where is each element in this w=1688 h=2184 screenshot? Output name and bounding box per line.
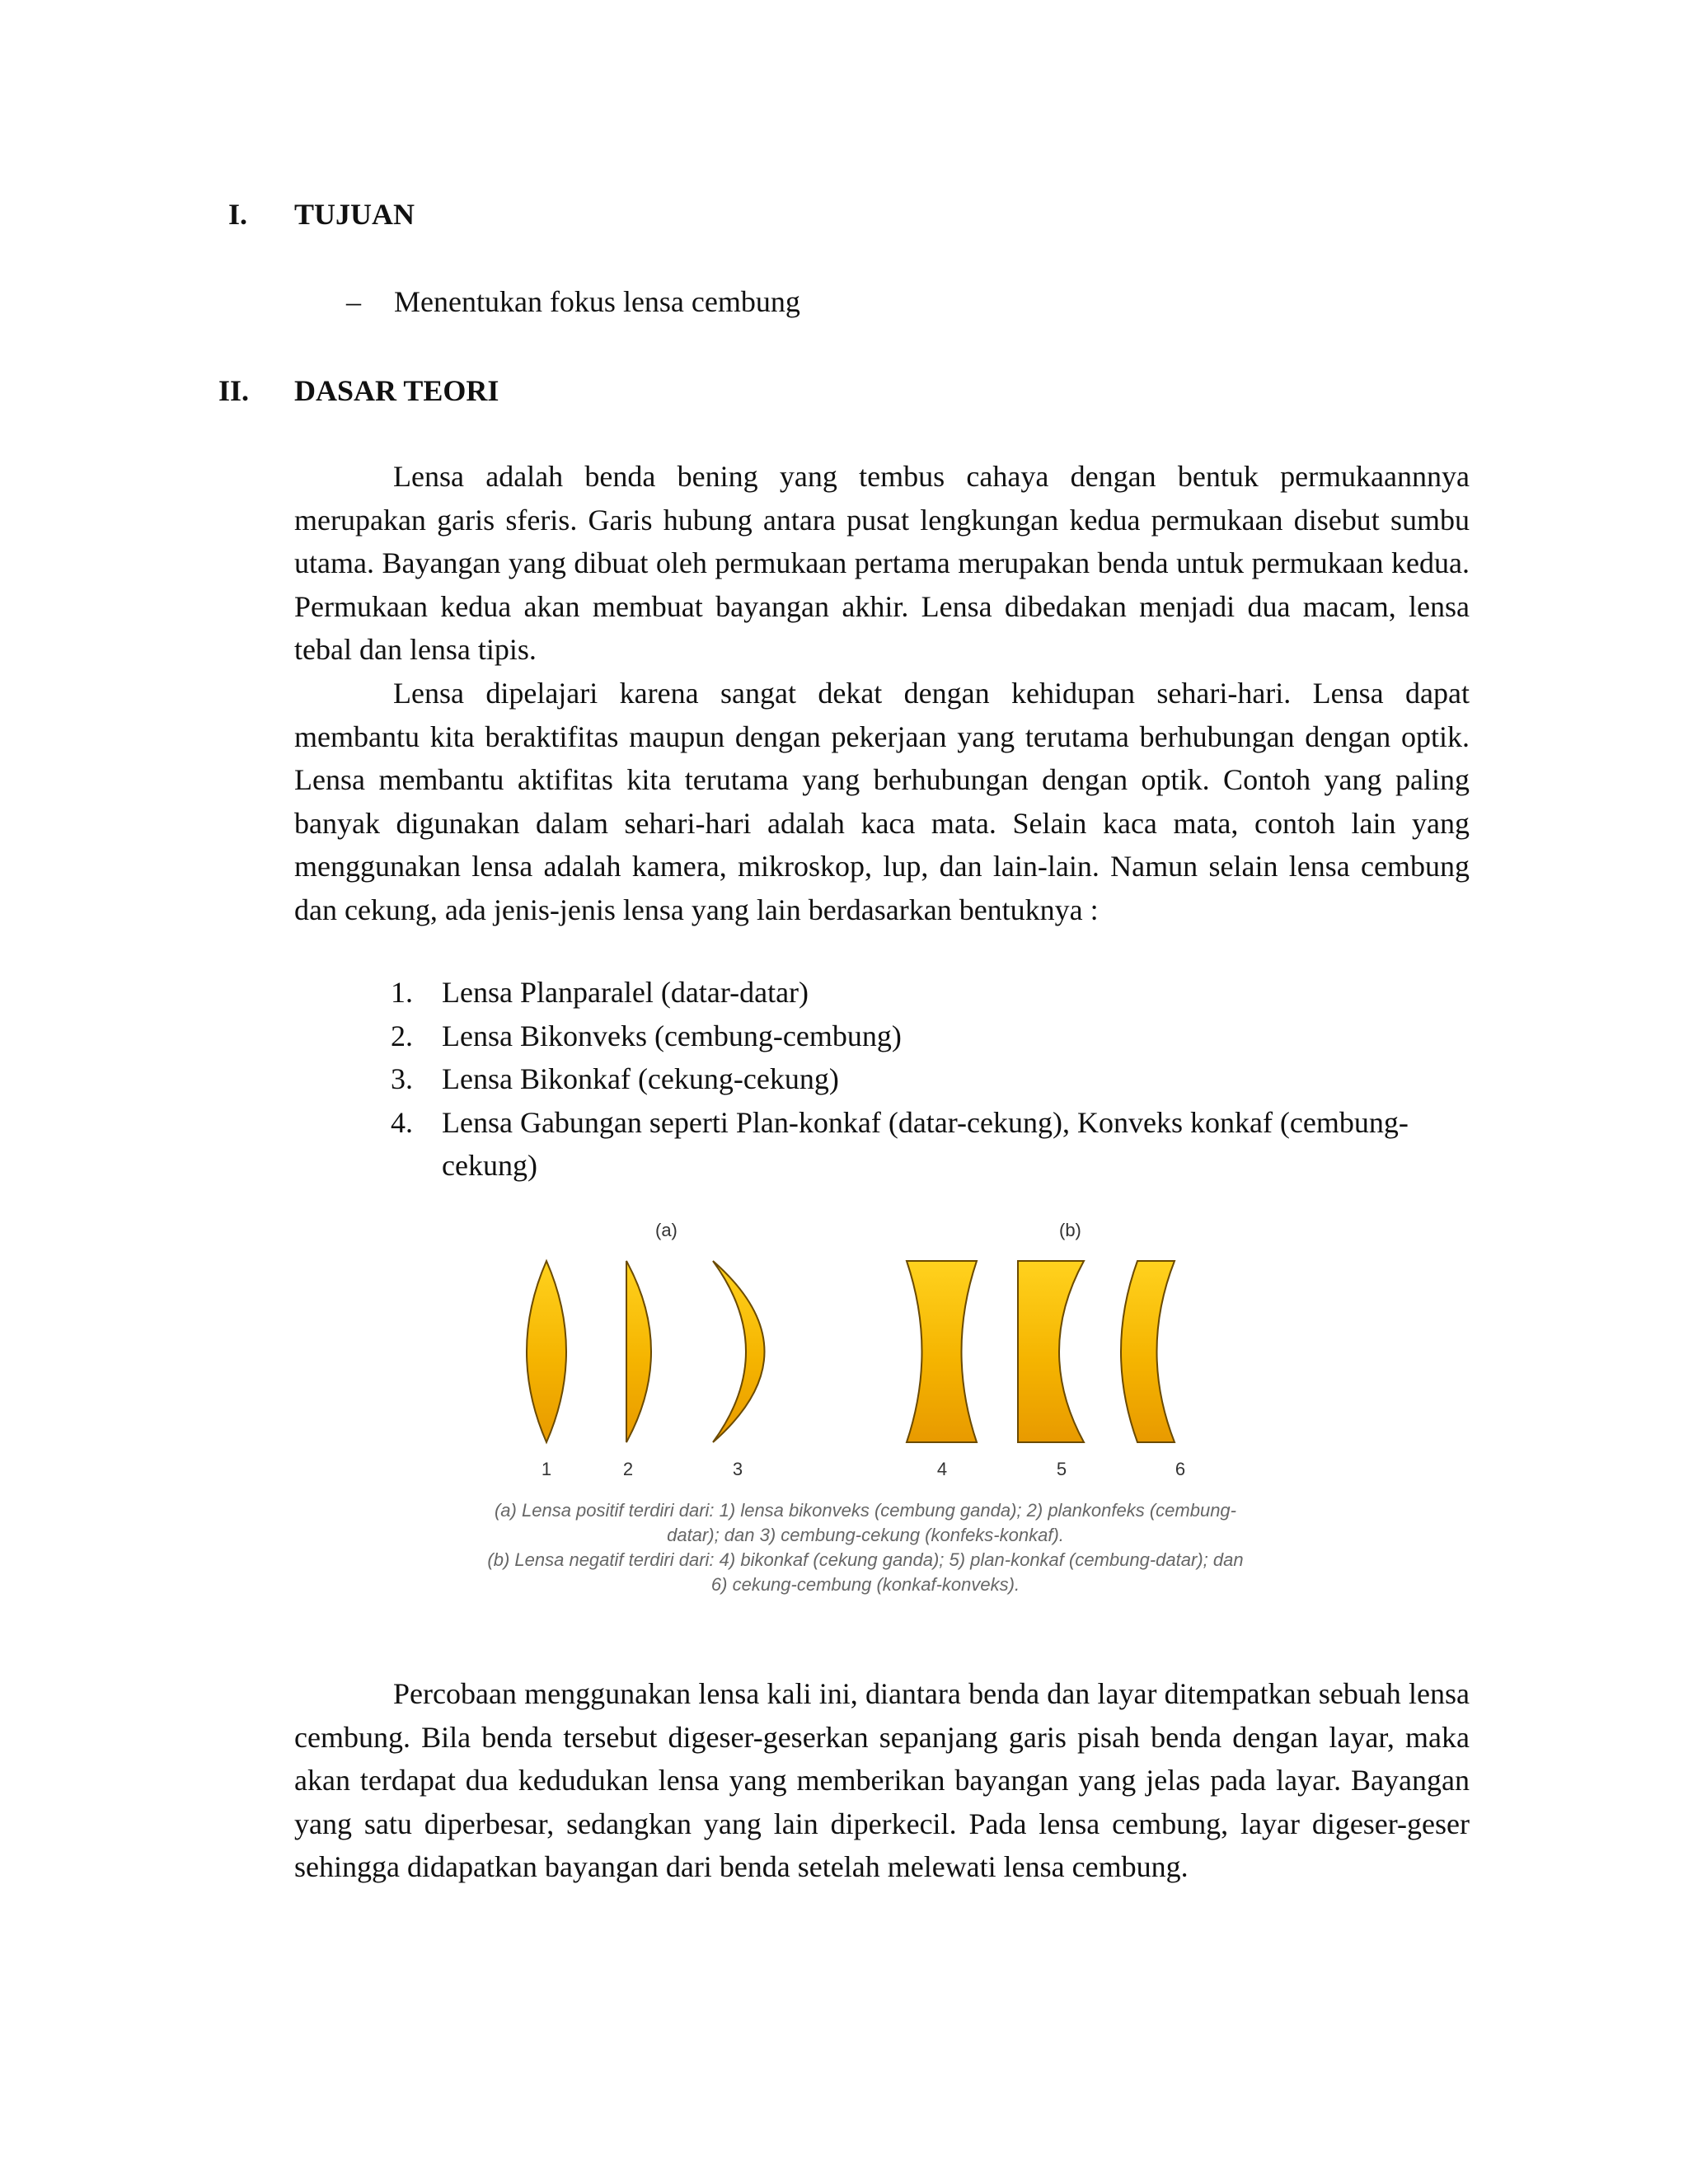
- list-item: 3. Lensa Bikonkaf (cekung-cekung): [391, 1062, 839, 1096]
- paragraph-3: Percobaan menggunakan lensa kali ini, diantara benda dan layar ditempatkan sebuah lensa cembung. Bila benda tersebut digeser-geserkan sepanjang garis pisah benda dengan layar, maka akan terdapat dua kedudukan lensa yang memberikan bayangan yang jelas pada layar. Bayangan yang satu diperbesar, sedangkan yang lain diperkecil. Pada lensa cembung, layar digeser-geser sehingga didapatkan bayangan dari benda setelah melewati lensa cembung.: [294, 1677, 1470, 1884]
- section-title: DASAR TEORI: [294, 374, 499, 407]
- section-number: II.: [218, 374, 250, 407]
- lens-number: 2: [622, 1459, 634, 1479]
- figure-caption: [429, 1498, 1302, 1597]
- tujuan-bullet: [346, 284, 800, 320]
- caption-line: datar); dan 3) cembung-cekung (konfeks-konkaf).: [667, 1525, 1064, 1545]
- lens-number: 1: [541, 1459, 552, 1479]
- bullet-dash: –: [346, 285, 361, 318]
- section-number: I.: [228, 198, 248, 231]
- lens-biconvex-shape: [527, 1261, 566, 1442]
- caption-line: (a) Lensa positif terdiri dari: 1) lensa bikonveks (cembung ganda); 2) plankonfeks (cembung-: [494, 1500, 1236, 1521]
- lens-number: 5: [1056, 1459, 1067, 1479]
- lens-number: 4: [936, 1459, 948, 1479]
- caption-line: (b) Lensa negatif terdiri dari: 4) bikonkaf (cekung ganda); 5) plan-konkaf (cembung-datar); dan: [487, 1549, 1244, 1570]
- lens-planoconvex-shape: [626, 1261, 651, 1442]
- lens-meniscus-concave-shape: [1121, 1261, 1175, 1442]
- lens-type-list: [391, 971, 1470, 1188]
- lens-number: 3: [732, 1459, 743, 1479]
- bullet-text: Menentukan fokus lensa cembung: [394, 285, 800, 318]
- group-label-a: (a): [655, 1220, 678, 1240]
- lens-diagram: [429, 1212, 1302, 1492]
- paragraph-1: Lensa adalah benda bening yang tembus cahaya dengan bentuk permukaannnya merupakan garis sferis. Garis hubung antara pusat lengkungan kedua permukaan disebut sumbu utama. Bayangan yang dibuat oleh permukaan pertama merupakan benda untuk permukaan kedua. Permukaan kedua akan membuat bayangan akhir. Lensa dibedakan menjadi dua macam, lensa tebal dan lensa tipis.: [294, 460, 1470, 667]
- group-label-b: (b): [1059, 1220, 1081, 1240]
- caption-line: 6) cekung-cembung (konkaf-konveks).: [710, 1574, 1020, 1595]
- lens-biconcave-shape: [907, 1261, 977, 1442]
- lens-number: 6: [1175, 1459, 1186, 1479]
- list-item: 1. Lensa Planparalel (datar-datar): [391, 976, 809, 1009]
- lens-meniscus-convex-shape: [713, 1261, 765, 1442]
- list-item: 2. Lensa Bikonveks (cembung-cembung): [391, 1019, 902, 1052]
- list-item: 4. Lensa Gabungan seperti Plan-konkaf (datar-cekung), Konveks konkaf (cembung-cekung): [391, 1105, 1409, 1183]
- lens-planoconcave-shape: [1018, 1261, 1084, 1442]
- section-title: TUJUAN: [294, 198, 415, 231]
- paragraph-2: Lensa dipelajari karena sangat dekat dengan kehidupan sehari-hari. Lensa dapat membantu kita beraktifitas maupun dengan pekerjaan yang terutama berhubungan dengan optik. Lensa membantu aktifitas kita terutama yang berhubungan dengan optik. Contoh yang paling banyak digunakan dalam sehari-hari adalah kaca mata. Selain kaca mata, contoh lain yang menggunakan lensa adalah kamera, mikroskop, lup, dan lain-lain. Namun selain lensa cembung dan cekung, ada jenis-jenis lensa yang lain berdasarkan bentuknya :: [294, 677, 1470, 926]
